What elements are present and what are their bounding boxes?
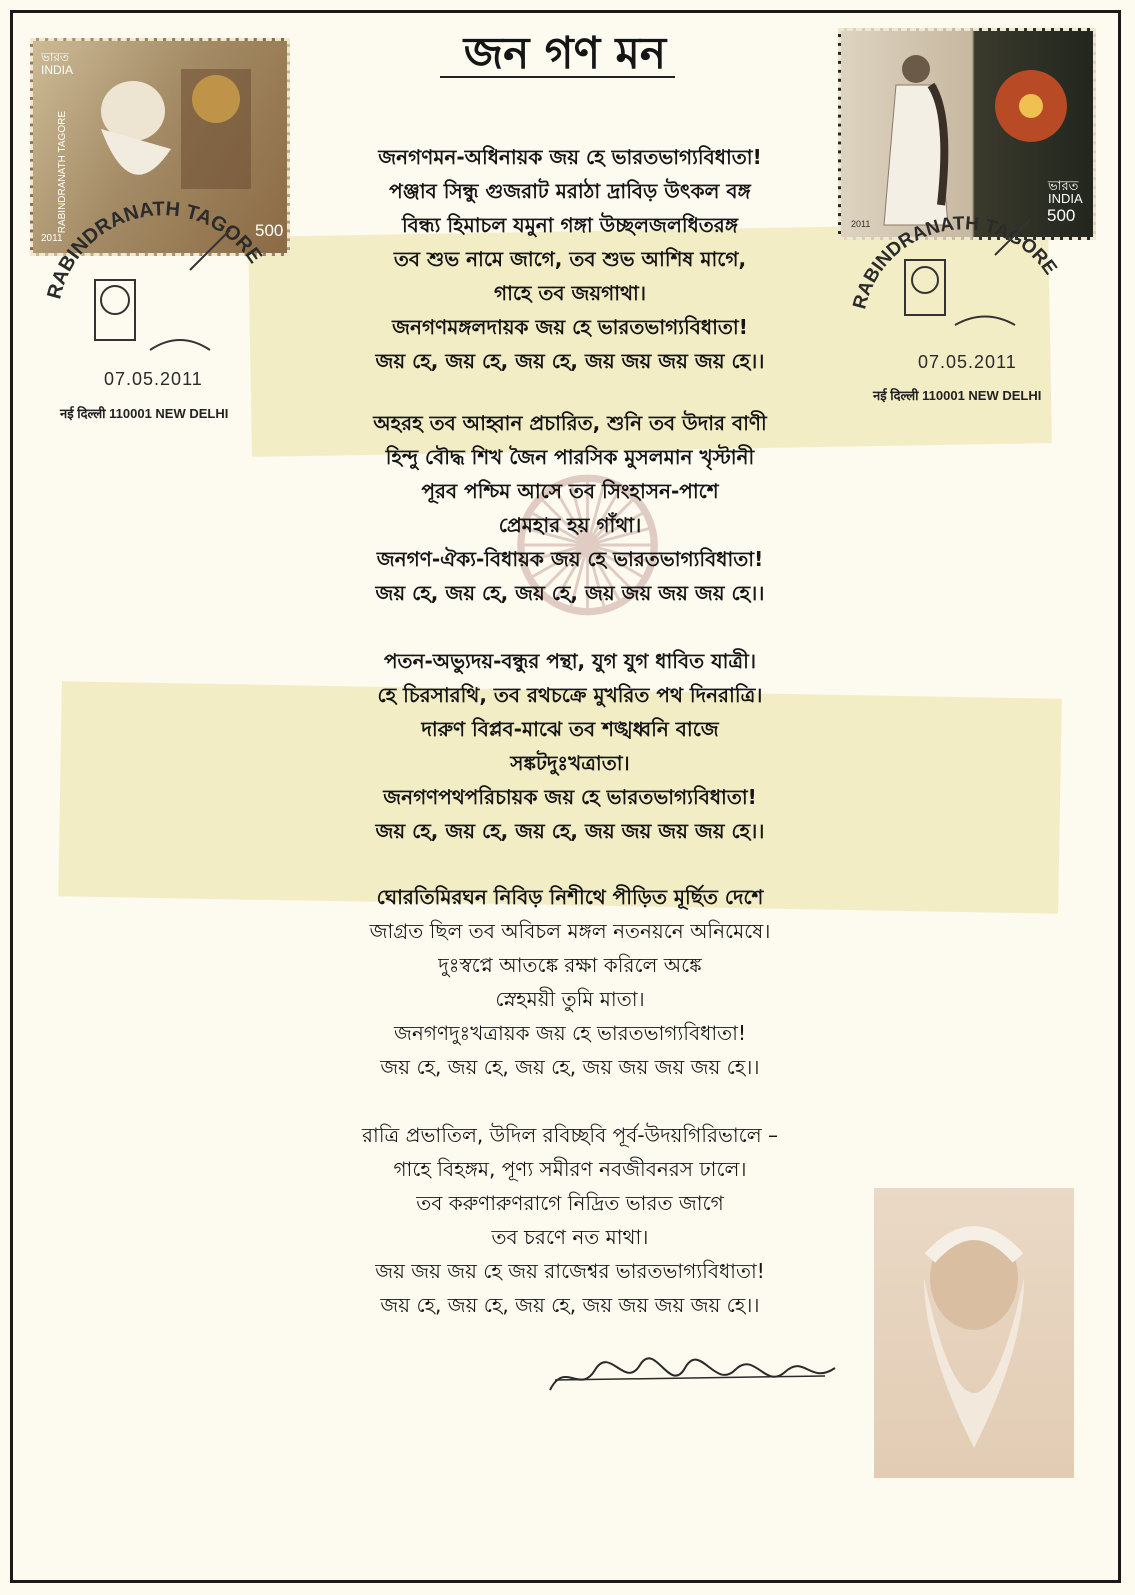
stanza-line: জনগণমন-অধিনায়ক জয় হে ভারতভাগ্যবিধাতা! [378,145,762,169]
stanza-3 [250,644,890,848]
stanza-line: জনগণদুঃখত্রায়ক জয় হে ভারতভাগ্যবিধাতা! [394,1021,746,1045]
postmark-right-arc-text: RABINDRANATH TAGORE [849,213,1061,312]
stanza-line: গাহে তব জয়গাথা। [493,281,646,305]
stanza-line: দুঃস্বপ্নে আতঙ্কে রক্ষা করিলে অঙ্কে [438,953,702,977]
tagore-portrait-faded [874,1188,1074,1478]
stamp-left-year: 2011 [41,233,63,244]
stanza-line: সঙ্কটদুঃখত্রাতা। [510,751,630,775]
stanza-line: গাহে বিহঙ্গম, পূণ্য সমীরণ নবজীবনরস ঢালে। [393,1157,747,1181]
stamp-right-year: 2011 [851,219,871,229]
postmark-left-date: 07.05.2011 [104,369,203,389]
stamp-left-country-bn: ভারত [41,50,70,64]
stanza-line: স্নেহময়ী তুমি মাতা। [495,987,645,1011]
stanza-line: জাগ্রত ছিল তব অবিচল মঙ্গল নতনয়নে অনিমেষে। [369,919,771,943]
postmark-left-arc-text: RABINDRANATH TAGORE [43,198,267,302]
title-underline [440,76,675,78]
stanza-line: ঘোরতিমিরঘন নিবিড় নিশীথে পীড়িত মূর্ছিত দেশে [376,885,764,909]
stanza-2 [250,406,890,610]
stamp-right-country: INDIA [1048,191,1083,206]
postmark-left-place: नई दिल्ली 110001 NEW DELHI [60,406,229,421]
page-title: জন গণ মন [463,28,667,79]
stanza-line: জয় হে, জয় হে, জয় হে, জয় জয় জয় জয় হে।। [375,819,765,843]
stamp-right-country-bn: ভারত [1048,178,1079,193]
stanza-line: দারুণ বিপ্লব-মাঝে তব শঙ্খধ্বনি বাজে [421,717,719,741]
stanza-line: জনগণপথপরিচায়ক জয় হে ভারতভাগ্যবিধাতা! [383,785,757,809]
stanza-line: পতন-অভ্যুদয়-বন্ধুর পন্থা, যুগ যুগ ধাবিত যাত্রী। [383,649,757,673]
stanza-line: জয় জয় জয় হে জয় রাজেশ্বর ভারতভাগ্যবিধাতা! [375,1259,765,1283]
stanza-5 [250,1118,890,1322]
stanza-line: জনগণমঙ্গলদায়ক জয় হে ভারতভাগ্যবিধাতা! [392,315,748,339]
stamp-left-country: INDIA [41,63,74,77]
stamp-right-value: 500 [1047,206,1076,225]
stanza-line: প্রেমহার হয় গাঁথা। [498,513,642,537]
stanza-line: বিন্ধ্য হিমাচল যমুনা গঙ্গা উচ্ছলজলধিতরঙ্গ [401,213,739,237]
stanza-line: জয় হে, জয় হে, জয় হে, জয় জয় জয় জয় হে।। [380,1293,760,1317]
stanza-line: তব চরণে নত মাথা। [491,1225,649,1249]
stanza-line: তব করুণারুণরাগে নিদ্রিত ভারত জাগে [416,1191,724,1215]
stanza-line: তব শুভ নামে জাগে, তব শুভ আশিষ মাগে, [393,247,747,271]
stanza-line: অহরহ তব আহ্বান প্রচারিত, শুনি তব উদার বাণী [373,411,767,435]
stanza-line: পঞ্জাব সিন্ধু গুজরাট মরাঠা দ্রাবিড় উৎকল বঙ্গ [389,179,751,203]
stanza-1 [250,140,890,378]
stanza-line: রাত্রি প্রভাতিল, উদিল রবিচ্ছবি পূর্ব-উদয়গিরিভালে – [362,1123,778,1147]
stanza-line: পূরব পশ্চিম আসে তব সিংহাসন-পাশে [421,479,719,503]
stamp-left-value: 500 [255,221,284,240]
stanza-line: জয় হে, জয় হে, জয় হে, জয় জয় জয় জয় হে।। [375,349,765,373]
stanza-line: হিন্দু বৌদ্ধ শিখ জৈন পারসিক মুসলমান খৃস্টানী [385,445,755,469]
stanza-line: জয় হে, জয় হে, জয় হে, জয় জয় জয় জয় হে।। [380,1055,760,1079]
signature [545,1340,845,1410]
postmark-right-place: नई दिल्ली 110001 NEW DELHI [873,388,1042,403]
stamp-left-name: RABINDRANATH TAGORE [57,111,68,234]
stanza-line: জনগণ-ঐক্য-বিধায়ক জয় হে ভারতভাগ্যবিধাতা! [376,547,764,571]
stanza-line: জয় হে, জয় হে, জয় হে, জয় জয় জয় জয় হে।। [375,581,765,605]
stanza-4 [250,880,890,1084]
stanza-line: হে চিরসারথি, তব রথচক্রে মুখরিত পথ দিনরাত্রি। [377,683,763,707]
postmark-right-date: 07.05.2011 [918,352,1017,372]
